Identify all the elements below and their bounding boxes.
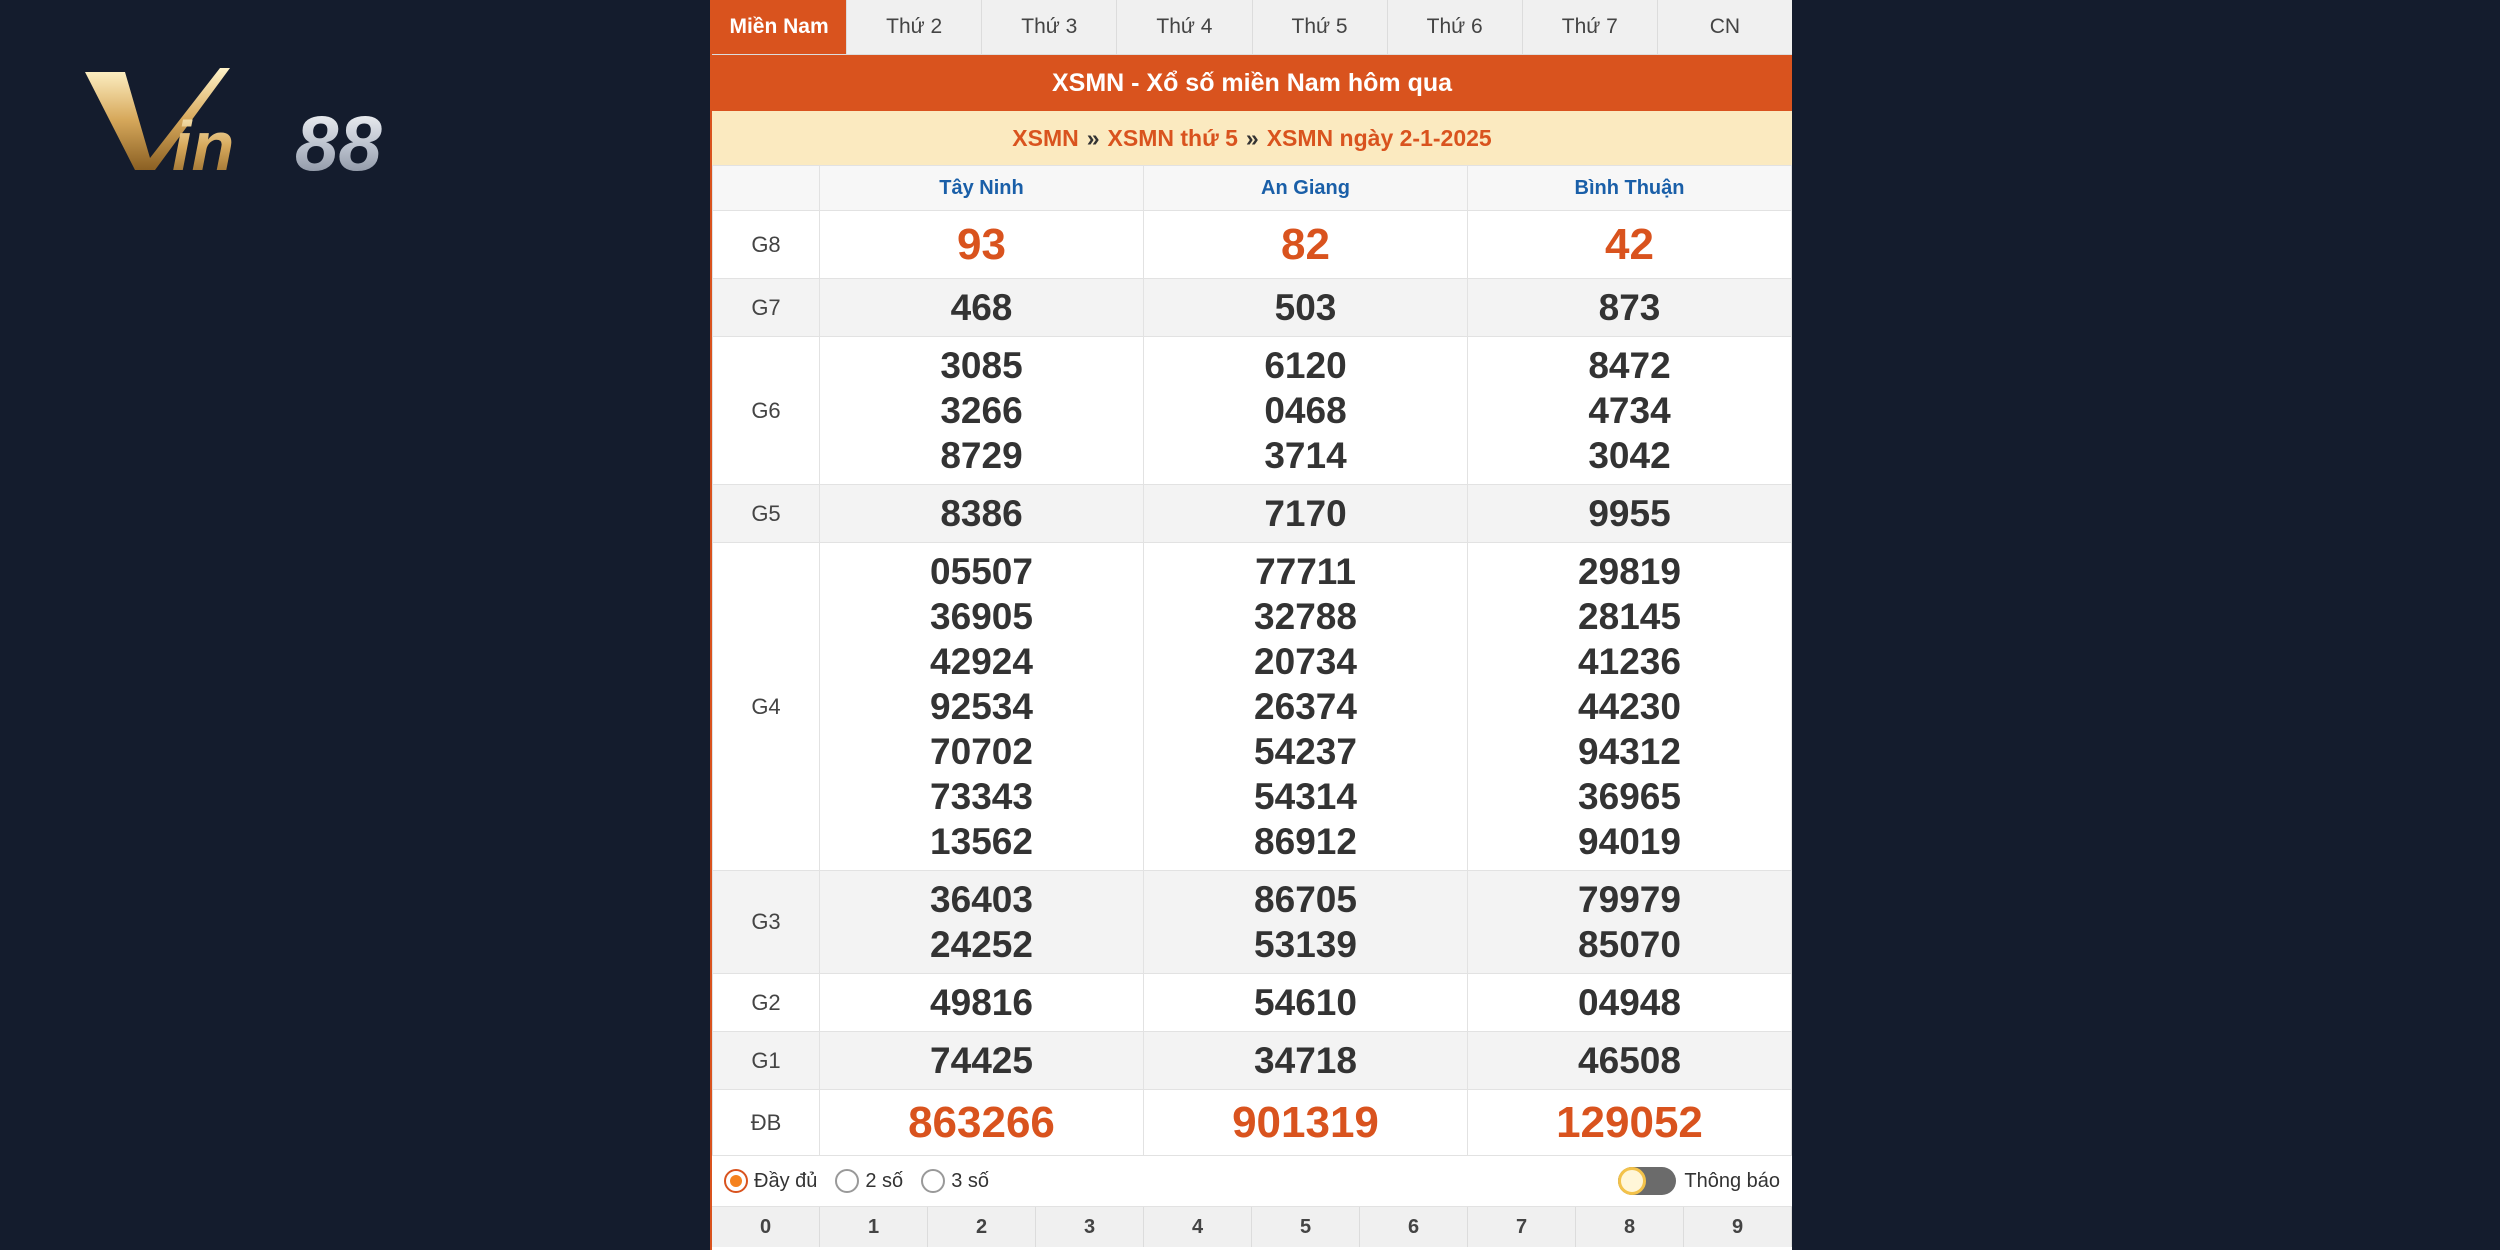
prize-number: 82 (1281, 219, 1330, 269)
prize-cell (1144, 543, 1468, 871)
prize-number: 26374 (1254, 686, 1357, 727)
prize-cell (1468, 871, 1792, 974)
prize-label: G7 (713, 279, 820, 337)
radio-icon[interactable] (835, 1169, 859, 1193)
prize-label: G8 (713, 211, 820, 279)
prize-number: 129052 (1556, 1097, 1703, 1147)
prize-number: 36965 (1578, 776, 1681, 817)
prize-number: 94019 (1578, 821, 1681, 862)
prize-label: G4 (713, 543, 820, 871)
prize-number: 54314 (1254, 776, 1357, 817)
prize-number: 36403 (930, 879, 1033, 920)
prize-number: 92534 (930, 686, 1033, 727)
prize-number: 54237 (1254, 731, 1357, 772)
prize-row-g4 (713, 543, 1792, 871)
prize-number: 42924 (930, 641, 1033, 682)
prize-cell (1144, 211, 1468, 279)
prize-number: 34718 (1254, 1040, 1357, 1081)
tab-thứ-5[interactable]: Thứ 5 (1253, 0, 1388, 54)
prize-cell (820, 1090, 1144, 1156)
prize-cell (1144, 871, 1468, 974)
prize-number: 79979 (1578, 879, 1681, 920)
prize-number: 13562 (930, 821, 1033, 862)
prize-number: 05507 (930, 551, 1033, 592)
prize-label: ĐB (713, 1090, 820, 1156)
prize-cell (820, 974, 1144, 1032)
prize-column-header (713, 166, 820, 211)
prize-number: 86912 (1254, 821, 1357, 862)
digit-filter-5[interactable]: 5 (1252, 1207, 1360, 1247)
prize-number: 3266 (940, 390, 1023, 431)
prize-cell (820, 1032, 1144, 1090)
prize-cell (1144, 485, 1468, 543)
prize-row-g5 (713, 485, 1792, 543)
prize-number: 36905 (930, 596, 1033, 637)
prize-number: 3085 (940, 345, 1023, 386)
breadcrumb-separator: » (1245, 124, 1259, 151)
option-label: Đầy đủ (754, 1169, 818, 1192)
prize-row-g2 (713, 974, 1792, 1032)
prize-cell (1468, 1090, 1792, 1156)
prize-number: 8472 (1588, 345, 1671, 386)
prize-cell (820, 543, 1144, 871)
prize-cell (820, 337, 1144, 485)
prize-number: 9955 (1588, 493, 1671, 534)
prize-number: 0468 (1264, 390, 1347, 431)
prize-label: G1 (713, 1032, 820, 1090)
prize-row-g1 (713, 1032, 1792, 1090)
prize-number: 94312 (1578, 731, 1681, 772)
digit-filter-4[interactable]: 4 (1144, 1207, 1252, 1247)
prize-number: 93 (957, 219, 1006, 269)
prize-cell (1468, 543, 1792, 871)
page-title: XSMN - Xổ số miền Nam hôm qua (712, 55, 1792, 111)
prize-number: 503 (1274, 287, 1337, 328)
prize-label: G6 (713, 337, 820, 485)
prize-number: 53139 (1254, 924, 1357, 965)
digit-filter-7[interactable]: 7 (1468, 1207, 1576, 1247)
tab-thứ-6[interactable]: Thứ 6 (1388, 0, 1523, 54)
prize-number: 54610 (1254, 982, 1357, 1023)
prize-number: 873 (1598, 287, 1661, 328)
prize-cell (1468, 485, 1792, 543)
prize-number: 49816 (930, 982, 1033, 1023)
prize-number: 3714 (1264, 435, 1347, 476)
prize-number: 7170 (1264, 493, 1347, 534)
province-header-row (713, 166, 1792, 211)
prize-cell (820, 279, 1144, 337)
prize-number: 74425 (930, 1040, 1033, 1081)
digit-filter-9[interactable]: 9 (1684, 1207, 1792, 1247)
prize-number: 901319 (1232, 1097, 1379, 1147)
prize-cell (1144, 974, 1468, 1032)
prize-row-g6 (713, 337, 1792, 485)
option-2-digits[interactable] (835, 1169, 903, 1193)
prize-cell (1468, 1032, 1792, 1090)
prize-label: G2 (713, 974, 820, 1032)
option-full[interactable] (724, 1169, 817, 1193)
prize-row-g3 (713, 871, 1792, 974)
prize-number: 6120 (1264, 345, 1347, 386)
option-label: 3 số (951, 1169, 989, 1192)
prize-cell (820, 211, 1144, 279)
province-header[interactable]: Bình Thuận (1468, 166, 1792, 211)
prize-row-đb (713, 1090, 1792, 1156)
day-tabs (712, 0, 1792, 55)
tab-thứ-4[interactable]: Thứ 4 (1117, 0, 1252, 54)
prize-cell (1468, 279, 1792, 337)
svg-text:in: in (172, 107, 235, 185)
prize-cell (1468, 337, 1792, 485)
prize-label: G5 (713, 485, 820, 543)
breadcrumb-separator: » (1086, 124, 1100, 151)
digit-filter-3[interactable]: 3 (1036, 1207, 1144, 1247)
svg-text:88: 88 (295, 99, 382, 187)
results-table (712, 165, 1792, 1156)
option-label: 2 số (865, 1169, 904, 1192)
prize-row-g8 (713, 211, 1792, 279)
prize-number: 29819 (1578, 551, 1681, 592)
province-header[interactable]: Tây Ninh (820, 166, 1144, 211)
prize-number: 41236 (1578, 641, 1681, 682)
digit-filter-8[interactable]: 8 (1576, 1207, 1684, 1247)
option-3-digits[interactable] (921, 1169, 989, 1193)
tab-cn[interactable]: CN (1709, 15, 1741, 38)
prize-number: 4734 (1588, 390, 1671, 431)
prize-cell (1144, 1090, 1468, 1156)
digit-filter-bar (712, 1207, 1792, 1247)
tab-thứ-7[interactable]: Thứ 7 (1523, 0, 1658, 54)
prize-cell (820, 871, 1144, 974)
prize-number: 20734 (1254, 641, 1357, 682)
prize-number: 3042 (1588, 435, 1671, 476)
tab-thứ-2[interactable]: Thứ 2 (847, 0, 982, 54)
breadcrumb-link-xsmn[interactable]: XSMN (1012, 124, 1079, 151)
tab-miền-nam[interactable]: Miền Nam (712, 0, 847, 54)
vin88-logo (80, 60, 450, 190)
lottery-panel (710, 0, 1792, 1250)
digit-filter-0[interactable]: 0 (712, 1207, 820, 1247)
prize-number: 863266 (908, 1097, 1055, 1147)
digit-filter-6[interactable]: 6 (1360, 1207, 1468, 1247)
breadcrumb-link-thu5[interactable]: XSMN thứ 5 (1107, 124, 1238, 151)
prize-number: 46508 (1578, 1040, 1681, 1081)
prize-number: 77711 (1255, 551, 1356, 592)
province-header[interactable]: An Giang (1144, 166, 1468, 211)
tab-thứ-3[interactable]: Thứ 3 (982, 0, 1117, 54)
prize-cell (1144, 279, 1468, 337)
prize-number: 28145 (1578, 596, 1681, 637)
display-options (712, 1156, 1792, 1207)
prize-label: G3 (713, 871, 820, 974)
digit-filter-1[interactable]: 1 (820, 1207, 928, 1247)
prize-number: 8729 (940, 435, 1023, 476)
prize-number: 85070 (1578, 924, 1681, 965)
prize-number: 32788 (1254, 596, 1357, 637)
toggle-switch-icon[interactable] (1618, 1167, 1676, 1195)
prize-number: 8386 (940, 493, 1023, 534)
prize-cell (1468, 974, 1792, 1032)
prize-number: 24252 (930, 924, 1033, 965)
prize-cell (1144, 337, 1468, 485)
radio-icon[interactable] (921, 1169, 945, 1193)
digit-filter-2[interactable]: 2 (928, 1207, 1036, 1247)
prize-number: 44230 (1578, 686, 1681, 727)
prize-cell (1468, 211, 1792, 279)
prize-number: 04948 (1578, 982, 1681, 1023)
prize-number: 468 (950, 287, 1013, 328)
prize-cell (820, 485, 1144, 543)
notification-toggle[interactable] (1618, 1167, 1780, 1195)
prize-row-g7 (713, 279, 1792, 337)
prize-number: 86705 (1254, 879, 1357, 920)
breadcrumb-link-date[interactable]: XSMN ngày 2-1-2025 (1266, 124, 1492, 151)
notification-label: Thông báo (1684, 1169, 1780, 1192)
breadcrumb (712, 111, 1792, 165)
prize-number: 42 (1605, 219, 1654, 269)
prize-cell (1144, 1032, 1468, 1090)
prize-number: 70702 (930, 731, 1033, 772)
radio-selected-icon[interactable] (724, 1169, 748, 1193)
prize-number: 73343 (930, 776, 1033, 817)
